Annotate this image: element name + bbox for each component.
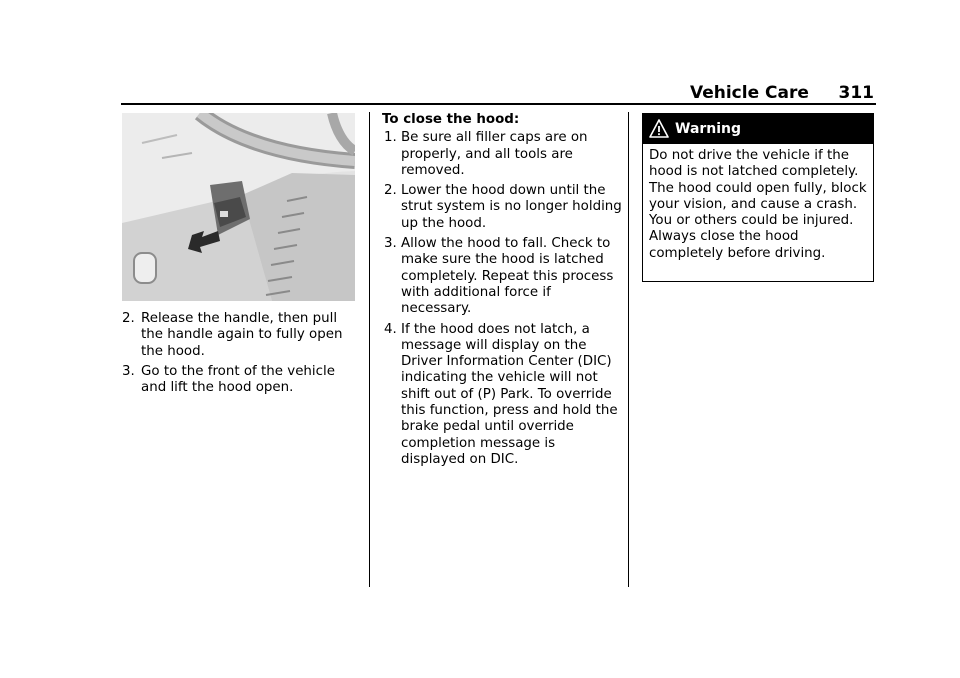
step-text: Lower the hood down until the strut system is no longer holding up the hood. [401, 183, 622, 231]
hood-release-drawing [122, 113, 355, 301]
section-title: Vehicle Care [690, 83, 809, 103]
step-text: Release the handle, then pull the handle again to fully open the hood. [141, 311, 343, 359]
list-item [384, 236, 622, 317]
close-hood-heading: To close the hood: [382, 112, 520, 127]
warning-label: Warning [675, 121, 742, 137]
column-divider-right [628, 112, 629, 587]
column-divider-left [369, 112, 370, 587]
step-text: Allow the hood to fall. Check to make sure the hood is latched completely. Repeat this process with additional force if necessary. [401, 236, 614, 317]
left-column [122, 311, 362, 400]
list-item [384, 183, 622, 232]
page-number: 311 [838, 83, 874, 103]
step-text: Be sure all filler caps are on properly, and all tools are removed. [401, 130, 588, 178]
step-text: If the hood does not latch, a message will display on the Driver Information Center (DIC) indicating the vehicle will not shift out of (P) Park. To override this function, press and hold the brake pedal until override completion message is displayed on DIC. [401, 321, 618, 467]
middle-column [382, 112, 622, 472]
step-number: 2. [122, 311, 135, 326]
list-item [122, 311, 362, 360]
hood-release-illustration [122, 113, 355, 301]
warning-header [643, 114, 873, 144]
step-number: 1. [384, 130, 397, 146]
step-number: 3. [122, 363, 135, 379]
warning-box [642, 113, 874, 282]
list-item [384, 130, 622, 179]
list-item [384, 322, 622, 469]
close-hood-steps [382, 130, 622, 468]
step-text: Go to the front of the vehicle and lift the hood open. [141, 363, 335, 396]
warning-text: Do not drive the vehicle if the hood is not latched completely. The hood could open fully, block your vision, and cause a crash. You or others could be injured. Always close the hood completely before driving. [649, 148, 867, 261]
step-number: 4. [384, 321, 397, 337]
open-hood-steps [122, 311, 362, 396]
warning-icon [649, 119, 669, 143]
step-number: 3. [384, 236, 397, 252]
list-item [122, 364, 362, 397]
step-number: 2. [384, 183, 397, 199]
header-rule [121, 103, 876, 105]
